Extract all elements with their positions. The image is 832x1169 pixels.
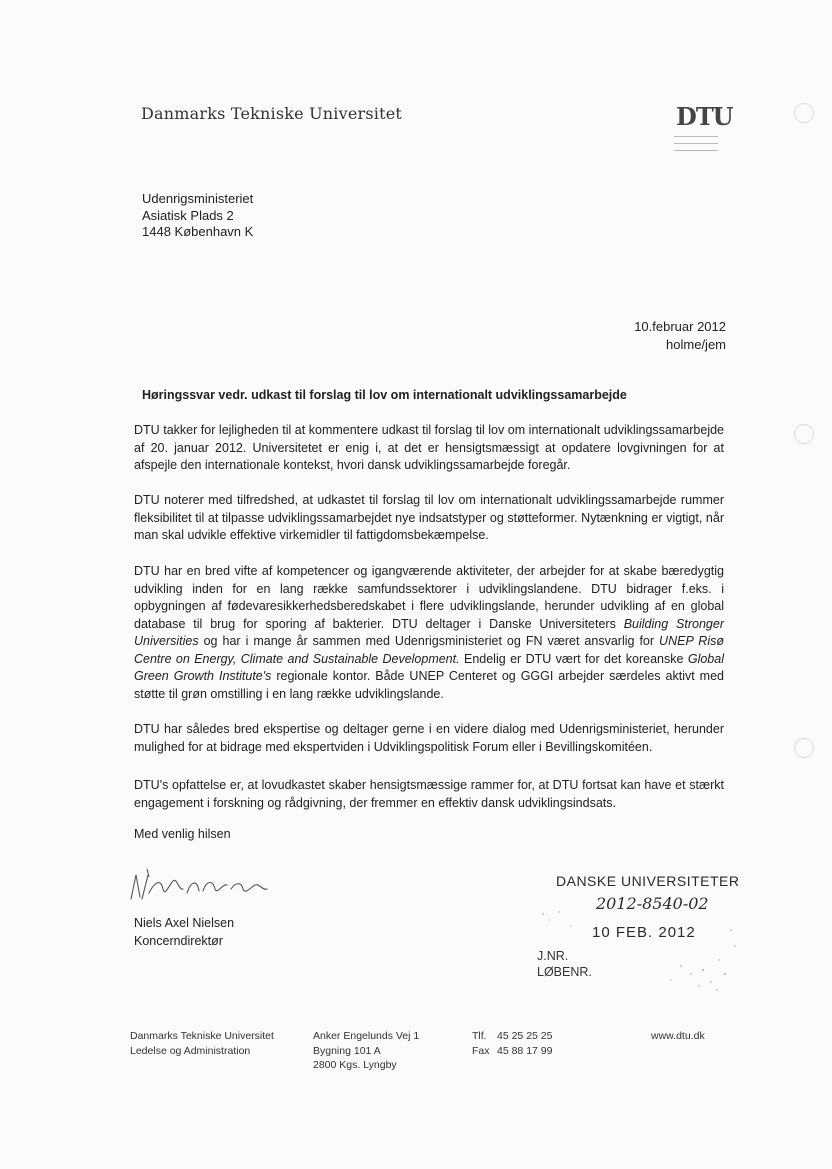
stamp-lobenr-label: LØBENR. <box>537 965 592 979</box>
dtu-logo: DTU <box>676 102 733 131</box>
recipient-address <box>142 191 253 241</box>
footer-organization <box>130 1029 274 1058</box>
stamp-date: 10 FEB. 2012 <box>592 924 696 941</box>
footer-tel-label: Tlf. <box>472 1030 487 1042</box>
footer-line: Anker Engelunds Vej 1 <box>313 1030 420 1042</box>
body-paragraph: DTU har således bred ekspertise og deltager gerne i en videre dialog med Udenrigsministeriet, herunder mulighed for at bidrage med ekspertviden i Udviklingspolitisk Forum eller i Bevillingskomitéen. <box>134 722 724 754</box>
body-paragraph: DTU takker for lejligheden til at kommentere udkast til forslag til lov om internationalt udviklingssamarbejde af 20. januar 2012. Universitetet er enig i, at det er hensigtsmæssigt at opdatere lovgivningen for at afspejle den internationale kontekst, hvori dansk udviklingssamarbejde foregår. <box>134 423 724 472</box>
footer-tel-value: 45 25 25 25 <box>497 1030 553 1042</box>
body-paragraph: DTU noterer med tilfredshed, at udkastet til forslag til lov om internationalt udviklingssamarbejde rummer fleksibilitet til at tilpasse udviklingssamarbejdet nye indsatstyper og støtteformer. Nytænkning er vigtigt, når man skal udvikle effektive virkemidler til fattigdomsbekæmpelse. <box>134 493 724 542</box>
emphasis: Global Green Growth Institute's <box>134 651 724 683</box>
stamp-case-number: 2012-8540-02 <box>596 894 709 913</box>
handwritten-signature <box>127 863 287 909</box>
punch-hole <box>794 424 814 444</box>
footer-contact-labels <box>472 1029 490 1058</box>
letter-subject: Høringssvar vedr. udkast til forslag til lov om internationalt udviklingssamarbejde <box>142 388 627 402</box>
recipient-line: Asiatisk Plads 2 <box>142 207 234 223</box>
logo-decoration <box>674 136 718 157</box>
body-paragraph: DTU's opfattelse er, at lovudkastet skaber hensigtsmæssige rammer for, at DTU fortsat kan have et stærkt engagement i forskning og rådgivning, der fremmer en effektiv dansk udviklingsindsats. <box>134 778 724 810</box>
text-run: Endelig er DTU vært for det koreanske <box>459 651 688 666</box>
footer-contact-values <box>497 1029 552 1058</box>
signer-block <box>134 915 234 950</box>
stamp-jnr-label: J.NR. <box>537 949 569 963</box>
signer-name: Niels Axel Nielsen <box>134 916 235 930</box>
punch-hole <box>794 738 814 758</box>
punch-hole <box>794 103 814 123</box>
recipient-line: Udenrigsministeriet <box>142 191 254 206</box>
signer-title: Koncerndirektør <box>134 933 223 948</box>
emphasis: UNEP Risø Centre on Energy, Climate and Sustainable Development. <box>134 634 725 666</box>
text-run: DTU har en bred vifte af kompetencer og igangværende aktiviteter, der arbejder for at skabe bæredygtig udvikling inden for en lang række samfundssektorer i udviklingslandene. DTU bidrager f.eks. i opbygningen af fødevaresikkerhedsberedskabet i flere udviklingslande, herunder udvikling af en global database til brug for sporing af bakterier. DTU deltager i Danske Universiteters <box>134 564 724 631</box>
footer-address <box>313 1029 419 1073</box>
footer-line: Ledelse og Administration <box>130 1044 251 1057</box>
footer-line: Bygning 101 A <box>313 1044 381 1057</box>
footer-line: Danmarks Tekniske Universitet <box>130 1030 274 1042</box>
closing-greeting: Med venlig hilsen <box>134 827 231 841</box>
footer-line: 2800 Kgs. Lyngby <box>313 1059 397 1071</box>
university-name: Danmarks Tekniske Universitet <box>141 104 403 123</box>
recipient-line: 1448 København K <box>142 224 254 239</box>
text-run: regionale kontor. Både UNEP Centeret og GGGI arbejder særdeles aktivt med støtte til grøn omstilling i en lang række udviklingslande. <box>134 669 724 701</box>
emphasis: Building Stronger Universities <box>134 616 724 648</box>
stamp-title: DANSKE UNIVERSITETER <box>556 873 740 889</box>
body-paragraph <box>134 563 724 703</box>
date-block <box>560 318 726 354</box>
letter-date: 10.februar 2012 <box>634 319 726 334</box>
footer-website: www.dtu.dk <box>651 1030 705 1042</box>
text-run: og har i mange år sammen med Udenrigsministeriet og FN været ansvarlig for <box>198 634 660 648</box>
letter-reference: holme/jem <box>666 337 726 352</box>
stamp-labels <box>537 948 592 980</box>
footer-fax-label: Fax <box>472 1044 490 1057</box>
footer-fax-value: 45 88 17 99 <box>497 1044 553 1057</box>
